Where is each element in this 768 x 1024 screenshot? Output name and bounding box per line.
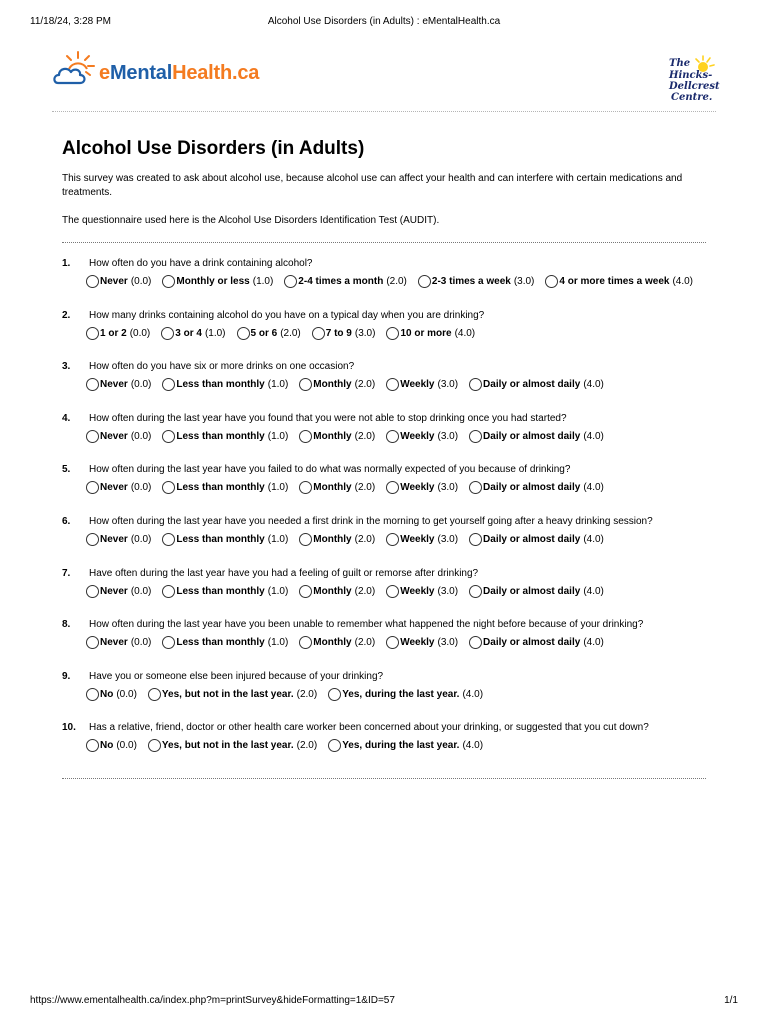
radio-button[interactable]: [86, 327, 99, 340]
instrument-note: The questionnaire used here is the Alcohol Use Disorders Identification Test (AUDIT).: [62, 215, 440, 226]
question-text: How often during the last year have you found that you were not able to stop drinking once you had started?: [89, 412, 567, 424]
question-number: 7.: [62, 567, 71, 579]
option-label: Never: [100, 276, 128, 287]
radio-button[interactable]: [162, 533, 175, 546]
question-item: [62, 516, 742, 568]
option-label: Less than monthly: [176, 533, 265, 545]
radio-button[interactable]: [299, 533, 312, 546]
answer-options: [86, 739, 494, 755]
option-label: Less than monthly: [176, 482, 265, 494]
answer-option[interactable]: [86, 636, 151, 649]
radio-button[interactable]: [162, 585, 175, 598]
question-text: How often do you have six or more drinks on one occasion?: [89, 361, 355, 373]
answer-option[interactable]: [299, 430, 375, 443]
radio-button[interactable]: [237, 327, 250, 340]
answer-option[interactable]: [469, 378, 604, 391]
option-label: Less than monthly: [176, 637, 265, 649]
question-text: How often during the last year have you needed a first drink in the morning to get yourself going after a heavy drinking session?: [89, 515, 653, 527]
option-label: Never: [100, 482, 128, 494]
answer-option[interactable]: [162, 481, 288, 494]
radio-button[interactable]: [386, 327, 399, 340]
radio-button[interactable]: [312, 327, 325, 340]
answer-option[interactable]: [86, 430, 151, 443]
option-score: (1.0): [204, 327, 226, 339]
question-item: [62, 671, 742, 723]
option-score: (0.0): [130, 585, 152, 597]
answer-option[interactable]: [328, 739, 483, 752]
answer-option[interactable]: [386, 481, 458, 494]
cloud-sun-icon: [52, 50, 100, 90]
radio-button[interactable]: [386, 481, 399, 494]
radio-button[interactable]: [161, 327, 174, 340]
radio-button[interactable]: [469, 430, 482, 443]
answer-option[interactable]: [545, 275, 693, 288]
question-number: 10.: [62, 722, 76, 734]
answer-option[interactable]: [418, 275, 535, 288]
answer-options: [86, 430, 615, 446]
answer-option[interactable]: [148, 739, 317, 752]
option-score: (2.0): [354, 585, 376, 597]
question-number: 5.: [62, 464, 71, 476]
option-label: Never: [100, 430, 128, 442]
page-title: Alcohol Use Disorders (in Adults): [62, 138, 365, 159]
answer-option[interactable]: [86, 585, 151, 598]
section-divider: [62, 242, 706, 243]
option-score: (0.0): [130, 533, 152, 545]
option-score: (3.0): [437, 585, 459, 597]
answer-option[interactable]: [86, 739, 137, 752]
radio-button[interactable]: [469, 636, 482, 649]
answer-option[interactable]: [237, 327, 301, 340]
option-score: (0.0): [130, 482, 152, 494]
option-label: Less than monthly: [176, 430, 265, 442]
option-score: (0.0): [130, 379, 152, 391]
answer-option[interactable]: [469, 533, 604, 546]
question-item: [62, 464, 742, 516]
answer-option[interactable]: [469, 585, 604, 598]
answer-option[interactable]: [299, 378, 375, 391]
option-score: (4.0): [583, 430, 604, 442]
answer-options: [86, 378, 615, 394]
radio-button[interactable]: [86, 585, 99, 598]
radio-button[interactable]: [162, 481, 175, 494]
header-divider: [52, 111, 716, 112]
centre-logo-mark: [663, 54, 723, 104]
question-number: 2.: [62, 309, 71, 321]
option-label: Yes, but not in the last year.: [161, 688, 294, 700]
radio-button[interactable]: [299, 481, 312, 494]
radio-button[interactable]: [469, 378, 482, 391]
answer-options: [86, 327, 486, 343]
question-item: [62, 619, 742, 671]
answer-options: [86, 688, 494, 704]
svg-text:Centre.: Centre.: [671, 92, 713, 103]
question-number: 9.: [62, 670, 71, 682]
radio-button[interactable]: [86, 481, 99, 494]
option-label: 7 to 9: [325, 327, 352, 339]
option-score: (3.0): [437, 533, 459, 545]
print-page-title: Alcohol Use Disorders (in Adults) : eMentalHealth.ca: [267, 16, 501, 27]
option-score: (1.0): [267, 533, 289, 545]
radio-button[interactable]: [162, 378, 175, 391]
option-score: (0.0): [130, 637, 152, 649]
option-label: Monthly or less: [176, 276, 250, 287]
answer-option[interactable]: [162, 378, 288, 391]
option-score: (0.0): [116, 688, 137, 700]
option-label: Never: [100, 533, 128, 545]
answer-option[interactable]: [162, 585, 288, 598]
option-label: Monthly: [313, 482, 352, 494]
option-label: Monthly: [313, 637, 352, 649]
svg-text:The: The: [669, 58, 691, 69]
answer-option[interactable]: [162, 636, 288, 649]
option-label: Daily or almost daily: [483, 585, 581, 597]
answer-option[interactable]: [148, 688, 317, 701]
radio-button[interactable]: [86, 533, 99, 546]
answer-option[interactable]: [284, 275, 407, 288]
option-label: Yes, during the last year.: [342, 688, 460, 700]
option-label: Weekly: [400, 585, 435, 597]
radio-button[interactable]: [299, 430, 312, 443]
option-score: (3.0): [354, 327, 376, 339]
radio-button[interactable]: [328, 739, 341, 752]
answer-option[interactable]: [162, 430, 288, 443]
option-score: (4.0): [583, 637, 604, 649]
hincks-dellcrest-logo[interactable]: [663, 54, 723, 104]
answer-option[interactable]: [328, 688, 483, 701]
question-number: 4.: [62, 412, 71, 424]
option-label: Less than monthly: [176, 585, 265, 597]
radio-button[interactable]: [469, 533, 482, 546]
option-score: (1.0): [252, 276, 274, 287]
logo-wordmark: eMentalHealth.ca: [99, 62, 260, 84]
answer-option[interactable]: [299, 533, 375, 546]
answer-option[interactable]: [86, 688, 137, 701]
answer-option[interactable]: [469, 636, 604, 649]
option-label: 1 or 2: [100, 327, 127, 339]
option-label: Monthly: [313, 585, 352, 597]
answer-option[interactable]: [162, 275, 273, 288]
survey-intro: This survey was created to ask about alcohol use, because alcohol use can affect your health and can interfere with certain medications and treatments.: [62, 173, 683, 198]
radio-button[interactable]: [469, 585, 482, 598]
option-label: Weekly: [400, 533, 435, 545]
option-label: No: [100, 740, 114, 752]
radio-button[interactable]: [86, 430, 99, 443]
radio-button[interactable]: [328, 688, 341, 701]
option-label: Weekly: [400, 379, 435, 391]
option-label: Daily or almost daily: [483, 379, 581, 391]
option-score: (1.0): [267, 430, 289, 442]
radio-button[interactable]: [386, 585, 399, 598]
question-item: [62, 568, 742, 620]
radio-button[interactable]: [469, 481, 482, 494]
question-item: [62, 722, 742, 774]
option-score: (2.0): [354, 430, 376, 442]
option-label: 2-4 times a month: [298, 276, 384, 287]
answer-options: [86, 275, 704, 291]
answer-option[interactable]: [386, 533, 458, 546]
answer-option[interactable]: [312, 327, 376, 340]
option-label: Never: [100, 379, 128, 391]
option-label: Daily or almost daily: [483, 533, 581, 545]
radio-button[interactable]: [386, 533, 399, 546]
option-label: 5 or 6: [250, 327, 278, 339]
option-score: (4.0): [672, 276, 694, 287]
radio-button[interactable]: [86, 275, 99, 288]
answer-options: [86, 533, 615, 549]
option-score: (1.0): [267, 637, 289, 649]
question-text: Have often during the last year have you had a feeling of guilt or remorse after drinking?: [89, 567, 479, 579]
option-label: Never: [100, 637, 128, 649]
option-score: (3.0): [437, 637, 459, 649]
option-label: Weekly: [400, 637, 435, 649]
option-label: Monthly: [313, 430, 352, 442]
print-header: [30, 16, 738, 30]
option-label: Weekly: [400, 430, 435, 442]
svg-text:Hincks-: Hincks-: [669, 70, 713, 81]
option-score: (3.0): [513, 276, 535, 287]
answer-option[interactable]: [86, 533, 151, 546]
radio-button[interactable]: [162, 636, 175, 649]
question-text: How often do you have a drink containing alcohol?: [89, 258, 313, 269]
option-score: (0.0): [116, 740, 137, 752]
question-number: 1.: [62, 258, 71, 269]
radio-button[interactable]: [299, 636, 312, 649]
option-label: Yes, but not in the last year.: [161, 740, 294, 752]
radio-button[interactable]: [148, 688, 161, 701]
option-label: Yes, during the last year.: [342, 740, 460, 752]
question-number: 3.: [62, 361, 71, 373]
answer-option[interactable]: [299, 481, 375, 494]
option-score: (4.0): [583, 482, 604, 494]
question-text: How often during the last year have you been unable to remember what happened the night before because of your drinking?: [89, 619, 644, 631]
option-score: (4.0): [583, 379, 604, 391]
question-item: [62, 310, 742, 362]
option-score: (4.0): [583, 585, 604, 597]
answer-option[interactable]: [161, 327, 225, 340]
option-label: Daily or almost daily: [483, 482, 581, 494]
option-label: 3 or 4: [175, 327, 202, 339]
option-label: Never: [100, 585, 128, 597]
option-score: (2.0): [386, 276, 407, 287]
answer-options: [86, 585, 615, 601]
answer-option[interactable]: [299, 636, 375, 649]
question-item: [62, 361, 742, 413]
option-score: (0.0): [129, 327, 151, 339]
option-score: (3.0): [437, 482, 459, 494]
question-item: [62, 258, 742, 310]
radio-button[interactable]: [86, 378, 99, 391]
option-score: (2.0): [296, 688, 318, 700]
option-score: (1.0): [267, 379, 289, 391]
option-score: (4.0): [454, 327, 476, 339]
option-label: Monthly: [313, 533, 352, 545]
question-text: Have you or someone else been injured because of your drinking?: [89, 670, 384, 682]
option-score: (2.0): [354, 379, 376, 391]
section-divider-bottom: [62, 778, 706, 779]
question-list: [62, 258, 742, 774]
answer-option[interactable]: [86, 327, 150, 340]
radio-button[interactable]: [86, 636, 99, 649]
radio-button[interactable]: [386, 636, 399, 649]
option-score: (0.0): [130, 276, 152, 287]
answer-option[interactable]: [162, 533, 288, 546]
radio-button[interactable]: [162, 275, 175, 288]
radio-button[interactable]: [162, 430, 175, 443]
option-label: 4 or more times a week: [559, 276, 670, 287]
option-label: Monthly: [313, 379, 352, 391]
radio-button[interactable]: [284, 275, 297, 288]
answer-option[interactable]: [386, 378, 458, 391]
print-url: https://www.ementalhealth.ca/index.php?m=printSurvey&hideFormatting=1&ID=57: [30, 995, 395, 1006]
question-text: How often during the last year have you failed to do what was normally expected of you because of drinking?: [89, 464, 571, 476]
option-label: 2-3 times a week: [431, 276, 511, 287]
answer-option[interactable]: [386, 327, 475, 340]
radio-button[interactable]: [148, 739, 161, 752]
print-footer: [30, 995, 738, 1009]
radio-button[interactable]: [86, 688, 99, 701]
option-score: (1.0): [267, 482, 289, 494]
answer-option[interactable]: [86, 481, 151, 494]
option-label: Daily or almost daily: [483, 637, 581, 649]
radio-button[interactable]: [386, 378, 399, 391]
option-score: (2.0): [354, 533, 376, 545]
option-score: (2.0): [354, 637, 376, 649]
question-text: Has a relative, friend, doctor or other health care worker been concerned about your drinking, or suggested that you cut down?: [89, 722, 649, 734]
question-number: 6.: [62, 515, 71, 527]
print-datetime: 11/18/24, 3:28 PM: [30, 16, 111, 27]
answer-option[interactable]: [386, 430, 458, 443]
answer-option[interactable]: [469, 481, 604, 494]
answer-option[interactable]: [86, 275, 151, 288]
option-score: (0.0): [130, 430, 152, 442]
question-number: 8.: [62, 619, 71, 631]
option-score: (4.0): [583, 533, 604, 545]
option-label: Daily or almost daily: [483, 430, 581, 442]
page-number: 1/1: [724, 995, 738, 1006]
option-score: (1.0): [267, 585, 289, 597]
option-score: (3.0): [437, 430, 459, 442]
option-score: (2.0): [280, 327, 301, 339]
option-label: Weekly: [400, 482, 435, 494]
answer-option[interactable]: [299, 585, 375, 598]
option-score: (3.0): [437, 379, 459, 391]
radio-button[interactable]: [418, 275, 431, 288]
radio-button[interactable]: [299, 585, 312, 598]
option-score: (4.0): [462, 688, 484, 700]
answer-options: [86, 636, 615, 652]
radio-button[interactable]: [386, 430, 399, 443]
question-item: [62, 413, 742, 465]
svg-text:Dellcrest: Dellcrest: [669, 81, 720, 92]
option-label: 10 or more: [400, 327, 452, 339]
option-score: (2.0): [354, 482, 376, 494]
option-label: No: [100, 688, 114, 700]
option-label: Less than monthly: [176, 379, 265, 391]
answer-option[interactable]: [386, 636, 458, 649]
radio-button[interactable]: [545, 275, 558, 288]
answer-options: [86, 481, 615, 497]
radio-button[interactable]: [299, 378, 312, 391]
answer-option[interactable]: [86, 378, 151, 391]
option-score: (4.0): [462, 740, 484, 752]
question-text: How many drinks containing alcohol do you have on a typical day when you are drinking?: [89, 309, 485, 321]
option-score: (2.0): [296, 740, 318, 752]
radio-button[interactable]: [86, 739, 99, 752]
answer-option[interactable]: [469, 430, 604, 443]
answer-option[interactable]: [386, 585, 458, 598]
